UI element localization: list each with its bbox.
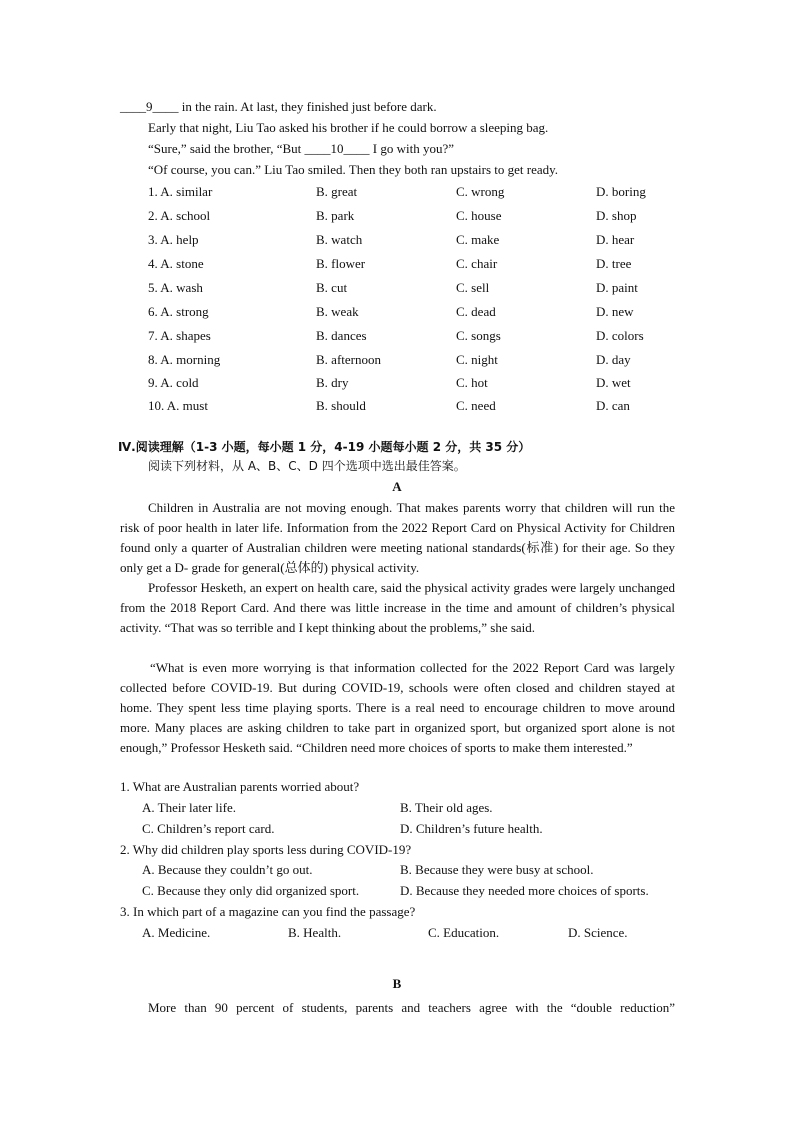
option: B. Health. xyxy=(288,925,342,940)
option: D. Children’s future health. xyxy=(400,821,543,836)
cloze-option: C. hot xyxy=(456,375,488,390)
option: A. Their later life. xyxy=(142,800,236,815)
option: B. Because they were busy at school. xyxy=(400,862,594,877)
option: D. Science. xyxy=(568,925,628,940)
option: A. Because they couldn’t go out. xyxy=(142,862,313,877)
option: C. Education. xyxy=(428,925,500,940)
cloze-option: B. dry xyxy=(316,375,349,390)
option: D. Because they needed more choices of sports. xyxy=(400,883,649,898)
story-line: ____9____ in the rain. At last, they finished just before dark. xyxy=(120,99,437,114)
option: C. Because they only did organized sport. xyxy=(142,883,360,898)
cloze-option: B. dances xyxy=(316,328,367,343)
cloze-option-row xyxy=(0,350,794,370)
cloze-option-row xyxy=(0,230,794,250)
passage-a-paragraph: “What is even more worrying is that information collected for the 2022 Report Card was largely collected before COVID-19. But during COVID-19, schools were often closed and children stayed at home. They spent less time playing sports. There is a real need to encourage children to move around more. Many places are asking children to take part in organized sport, but organized sport alone is not enough,” Professor Hesketh said. “Children need more choices of sports to make them interested.” xyxy=(120,660,675,755)
option: A. Medicine. xyxy=(142,925,211,940)
cloze-option: C. need xyxy=(456,398,496,413)
question-options xyxy=(0,881,794,901)
question-options xyxy=(0,819,794,839)
cloze-option: B. great xyxy=(316,184,358,199)
passage-b-heading: B xyxy=(392,976,402,991)
cloze-option-row xyxy=(0,302,794,322)
cloze-option: 2. A. school xyxy=(148,208,211,223)
section-title: Ⅳ.阅读理解（1-3 小题，每小题 1 分，4-19 小题每小题 2 分，共 35 分） xyxy=(118,440,531,454)
cloze-option: 10. A. must xyxy=(148,398,208,413)
cloze-option: 1. A. similar xyxy=(148,184,213,199)
cloze-option: C. wrong xyxy=(456,184,505,199)
cloze-option: D. new xyxy=(596,304,634,319)
cloze-option: D. paint xyxy=(596,280,638,295)
cloze-option: D. can xyxy=(596,398,630,413)
story-line: “Of course, you can.” Liu Tao smiled. Then they both ran upstairs to get ready. xyxy=(148,162,559,177)
cloze-option: C. dead xyxy=(456,304,496,319)
cloze-option: D. boring xyxy=(596,184,646,199)
cloze-option: 3. A. help xyxy=(148,232,199,247)
question-options xyxy=(0,798,794,818)
cloze-option-row xyxy=(0,206,794,226)
cloze-option: C. house xyxy=(456,208,502,223)
cloze-option: D. shop xyxy=(596,208,637,223)
cloze-option: B. flower xyxy=(316,256,366,271)
cloze-option: D. colors xyxy=(596,328,644,343)
question: 3. In which part of a magazine can you find the passage? xyxy=(120,904,416,919)
cloze-option: B. should xyxy=(316,398,366,413)
cloze-option: D. hear xyxy=(596,232,635,247)
story-line: Early that night, Liu Tao asked his brother if he could borrow a sleeping bag. xyxy=(148,120,549,135)
cloze-option: 5. A. wash xyxy=(148,280,203,295)
question-options xyxy=(0,923,794,943)
cloze-option: 6. A. strong xyxy=(148,304,209,319)
option: C. Children’s report card. xyxy=(142,821,275,836)
cloze-option-row xyxy=(0,254,794,274)
cloze-option: C. chair xyxy=(456,256,498,271)
passage-a-paragraph: Professor Hesketh, an expert on health care, said the physical activity grades were largely unchanged from the 2018 Report Card. And there was little increase in the time and amount of children’s physical activity. “That was so terrible and I kept thinking about the problems,” she said. xyxy=(120,580,675,635)
cloze-option-row xyxy=(0,182,794,202)
cloze-option-row xyxy=(0,326,794,346)
cloze-option-row xyxy=(0,396,794,416)
question: 2. Why did children play sports less during COVID-19? xyxy=(120,842,412,857)
cloze-option: B. watch xyxy=(316,232,363,247)
cloze-option: C. make xyxy=(456,232,500,247)
cloze-option: 7. A. shapes xyxy=(148,328,211,343)
cloze-option: D. wet xyxy=(596,375,631,390)
story-line: “Sure,” said the brother, “But ____10____ I go with you?” xyxy=(148,141,454,156)
passage-b-paragraph: More than 90 percent of students, parents and teachers agree with the “double reduction” xyxy=(148,1000,675,1015)
cloze-option: B. afternoon xyxy=(316,352,381,367)
cloze-option: C. sell xyxy=(456,280,490,295)
passage-a-paragraph: Children in Australia are not moving enough. That makes parents worry that children will run the risk of poor health in later life. Information from the 2022 Report Card on Physical Activity for Children found only a quarter of Australian children were meeting national standards(标准) for their age. So they only get a D- grade for general(总体的) physical activity. xyxy=(120,500,675,575)
cloze-option: 9. A. cold xyxy=(148,375,199,390)
option: B. Their old ages. xyxy=(400,800,493,815)
cloze-option: 4. A. stone xyxy=(148,256,204,271)
question-options xyxy=(0,860,794,880)
cloze-option: D. tree xyxy=(596,256,632,271)
cloze-option: C. songs xyxy=(456,328,501,343)
cloze-option-row xyxy=(0,278,794,298)
cloze-option: 8. A. morning xyxy=(148,352,221,367)
cloze-option: B. park xyxy=(316,208,355,223)
cloze-option: C. night xyxy=(456,352,498,367)
cloze-option-row xyxy=(0,373,794,393)
cloze-option: B. weak xyxy=(316,304,359,319)
section-instruction: 阅读下列材料，从 A、B、C、D 四个选项中选出最佳答案。 xyxy=(148,459,466,473)
cloze-option: D. day xyxy=(596,352,631,367)
question: 1. What are Australian parents worried about? xyxy=(120,779,360,794)
cloze-option: B. cut xyxy=(316,280,348,295)
passage-a-heading: A xyxy=(392,479,402,494)
